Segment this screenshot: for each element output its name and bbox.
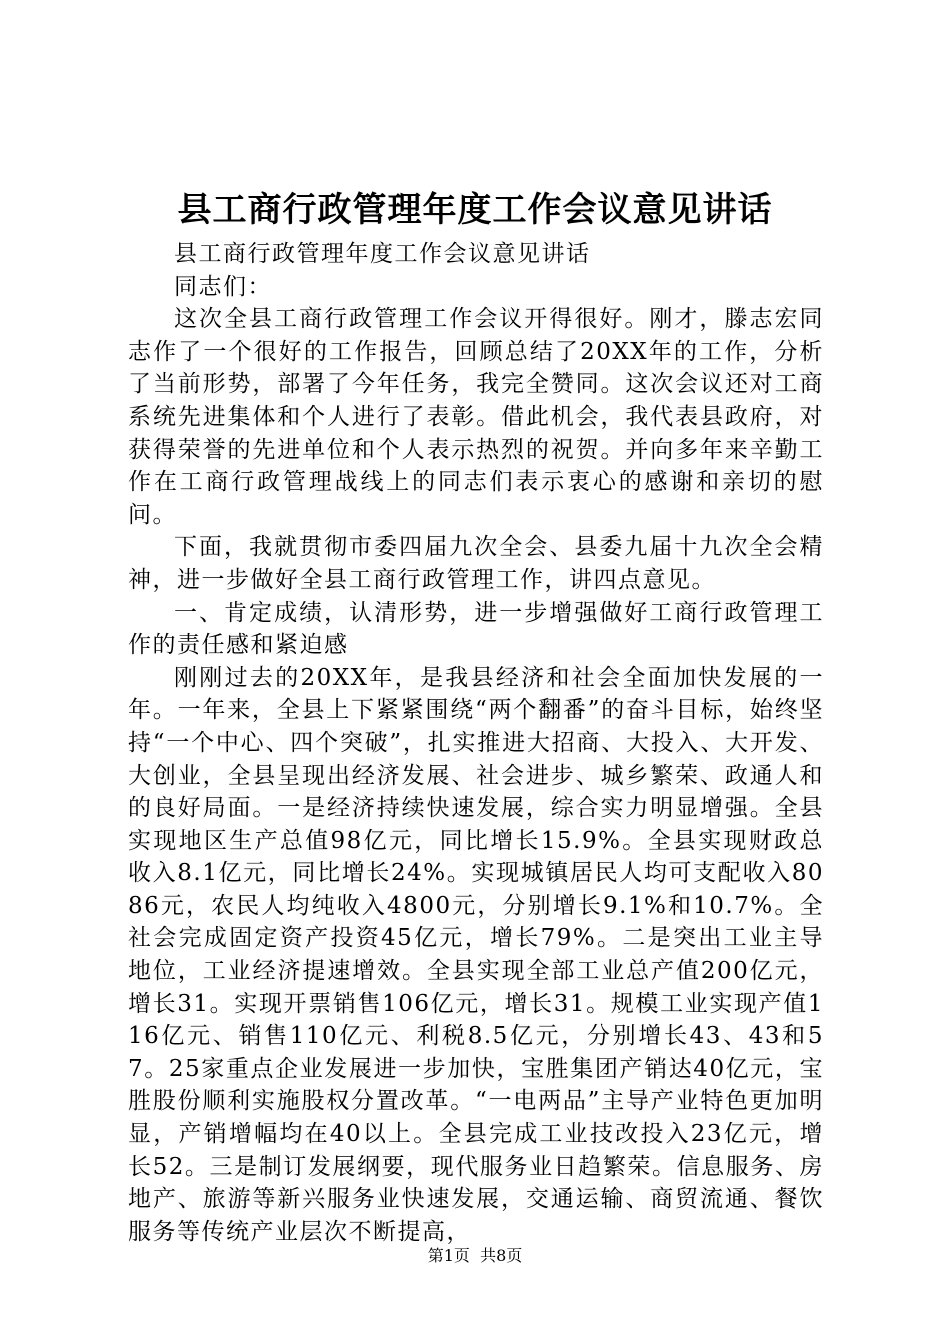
subtitle-paragraph: 县工商行政管理年度工作会议意见讲话 — [174, 241, 591, 267]
page-total: 共8页 — [480, 1246, 523, 1265]
document-title: 县工商行政管理年度工作会议意见讲话 — [177, 190, 773, 230]
section-heading: 一、肯定成绩，认清形势，进一步增强做好工商行政管理工作的责任感和紧迫感 — [128, 599, 824, 659]
document-body — [128, 238, 824, 1248]
body-paragraph: 刚刚过去的20XX年，是我县经济和社会全面加快发展的一年。一年来，全县上下紧紧围绕“两个翻番”的奋斗目标，始终坚持“一个中心、四个突破”，扎实推进大招商、大投入、大开发、大创业，全县呈现出经济发展、社会进步、城乡繁荣、政通人和的良好局面。一是经济持续快速发展，综合实力明显增强。全县实现地区生产总值98亿元，同比增长15.9%。全县实现财政总收入8.1亿元，同比增长24%。实现城镇居民人均可支配收入8086元，农民人均纯收入4800元，分别增长9.1%和10.7%。全社会完成固定资产投资45亿元，增长79%。二是突出工业主导地位，工业经济提速增效。全县实现全部工业总产值200亿元，增长31。实现开票销售106亿元，增长31。规模工业实现产值116亿元、销售110亿元、利税8.5亿元，分别增长43、43和57。25家重点企业发展进一步加快，宝胜集团产销达40亿元，宝胜股份顺利实施股权分置改革。“一电两品”主导产业特色更加明显，产销增幅均在40以上。全县完成工业技改投入23亿元，增长52。三是制订发展纲要，现代服务业日趋繁荣。信息服务、房地产、旅游等新兴服务业快速发展，交通运输、商贸流通、餐饮服务等传统产业层次不断提高， — [128, 664, 824, 1245]
body-paragraph: 下面，我就贯彻市委四届九次全会、县委九届十九次全会精神，进一步做好全县工商行政管理工作，讲四点意见。 — [128, 534, 824, 593]
salutation-paragraph: 同志们： — [174, 273, 272, 300]
body-paragraph: 这次全县工商行政管理工作会议开得很好。刚才，滕志宏同志作了一个很好的工作报告，回顾总结了20XX年的工作，分析了当前形势，部署了今年任务，我完全赞同。这次会议还对工商系统先进集体和个人进行了表彰。借此机会，我代表县政府，对获得荣誉的先进单位和个人表示热烈的祝贺。并向多年来辛勤工作在工商行政管理战线上的同志们表示衷心的感谢和亲切的慰问。 — [128, 306, 824, 528]
page-footer — [0, 1245, 950, 1267]
page-number: 第1页 — [427, 1246, 470, 1265]
